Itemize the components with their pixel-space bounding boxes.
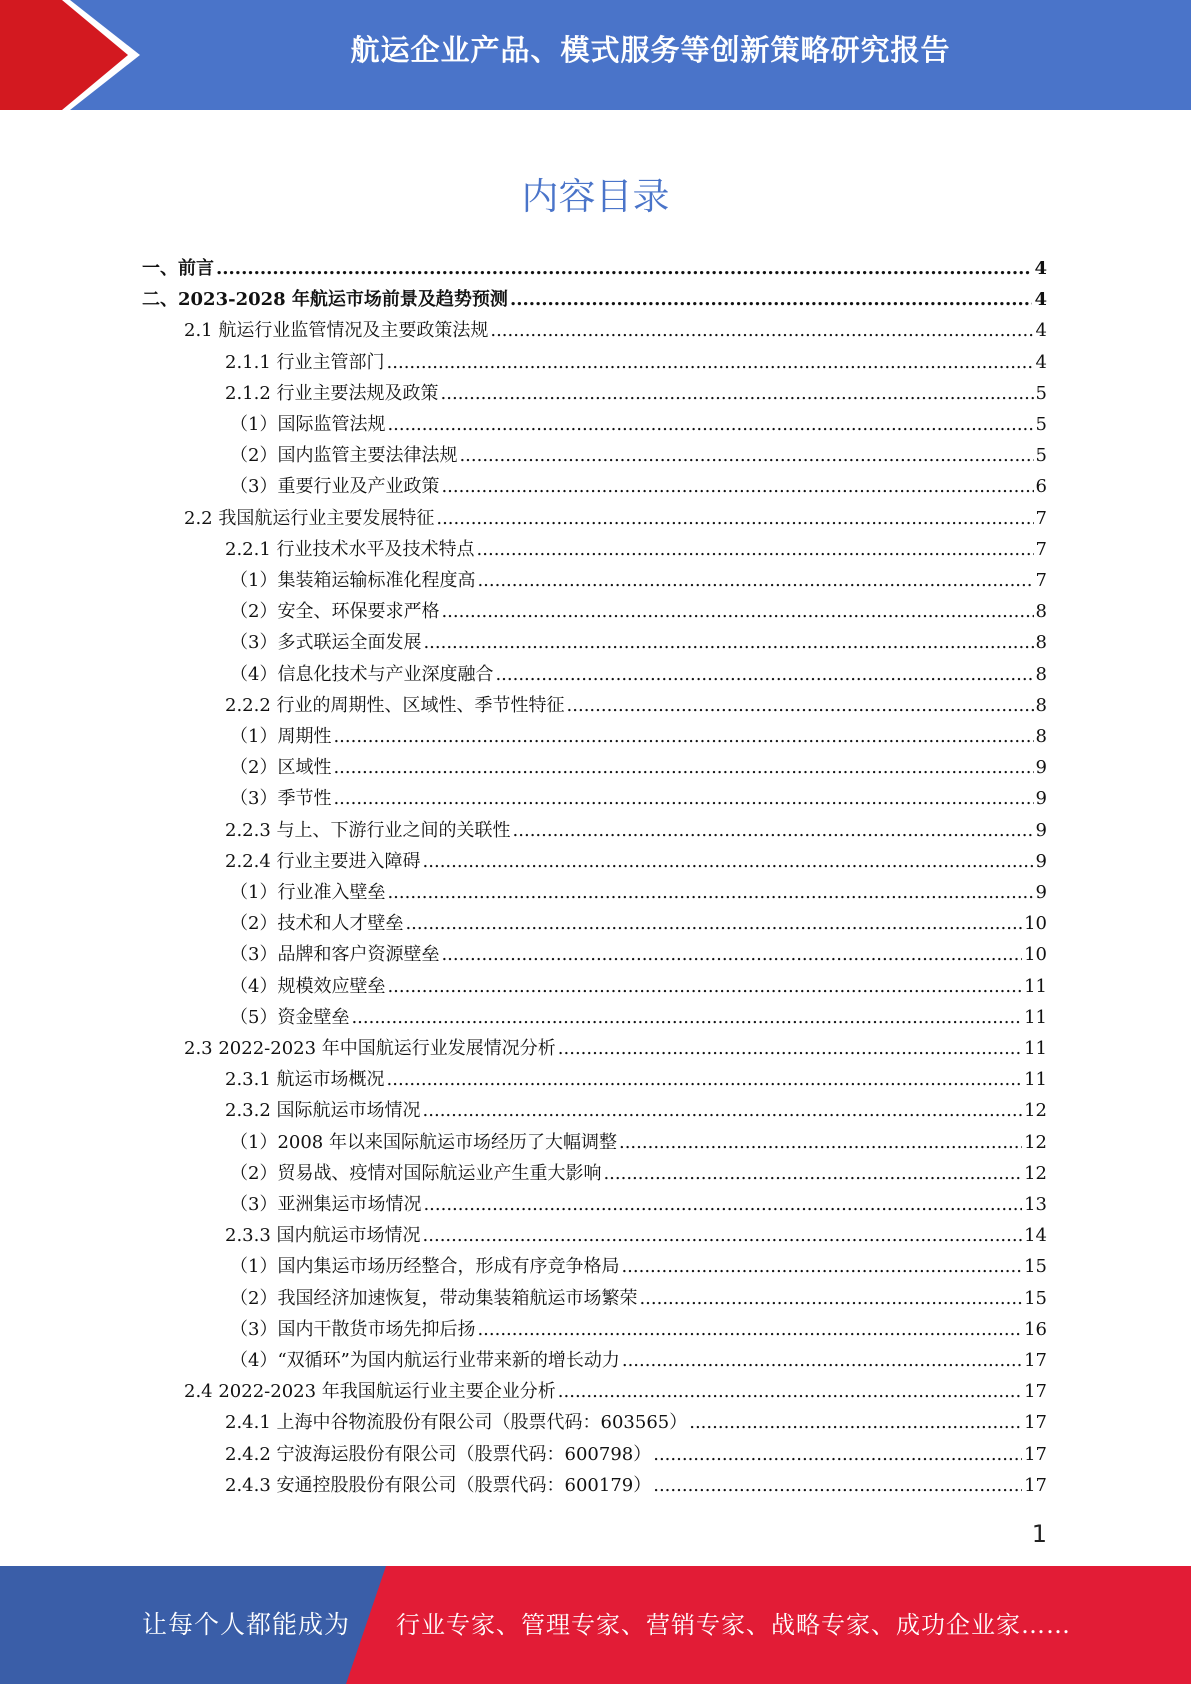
toc-entry-label: 2.2.1 行业技术水平及技术特点 bbox=[225, 538, 475, 560]
toc-entry[interactable] bbox=[230, 909, 1047, 940]
toc-leader-dots bbox=[603, 1163, 1022, 1184]
toc-entry-page: 7 bbox=[1035, 538, 1047, 560]
toc-entry-label: （1）行业准入壁垒 bbox=[230, 882, 386, 903]
toc-entry-label: （1）周期性 bbox=[230, 726, 332, 747]
toc-leader-dots bbox=[495, 664, 1033, 685]
toc-entry[interactable] bbox=[230, 1346, 1047, 1377]
toc-entry[interactable] bbox=[230, 628, 1047, 659]
toc-entry[interactable] bbox=[225, 348, 1047, 379]
toc-entry[interactable] bbox=[230, 878, 1047, 909]
toc-leader-dots bbox=[477, 570, 1033, 591]
toc-entry-page: 17 bbox=[1024, 1474, 1047, 1496]
toc-entry[interactable] bbox=[225, 1221, 1047, 1252]
toc-entry-page: 12 bbox=[1024, 1162, 1047, 1184]
toc-entry[interactable] bbox=[230, 1284, 1047, 1315]
footer-tagline: 行业专家、管理专家、营销专家、战略专家、成功企业家…… bbox=[396, 1611, 1071, 1639]
toc-entry-label: （4）规模效应壁垒 bbox=[230, 975, 386, 997]
toc-entry-page: 9 bbox=[1035, 819, 1047, 841]
toc-entry-page: 11 bbox=[1024, 1006, 1047, 1028]
toc-entry-page: 12 bbox=[1024, 1100, 1047, 1122]
toc-leader-dots bbox=[216, 258, 1032, 279]
toc-entry-label: （1）国内集运市场历经整合，形成有序竞争格局 bbox=[230, 1256, 620, 1278]
toc-leader-dots bbox=[477, 539, 1034, 560]
toc-entry[interactable] bbox=[142, 254, 1047, 285]
toc-entry[interactable] bbox=[225, 691, 1047, 722]
toc-leader-dots bbox=[405, 913, 1022, 934]
toc-entry-page: 13 bbox=[1024, 1194, 1047, 1215]
toc-entry[interactable] bbox=[225, 816, 1047, 847]
toc-leader-dots bbox=[490, 320, 1033, 341]
toc-entry[interactable] bbox=[142, 285, 1047, 316]
toc-entry-label: 2.2.2 行业的周期性、区域性、季节性特征 bbox=[225, 694, 565, 716]
toc-leader-dots bbox=[423, 632, 1033, 653]
toc-leader-dots bbox=[423, 851, 1034, 872]
toc-entry[interactable] bbox=[225, 1408, 1047, 1439]
toc-leader-dots bbox=[477, 1319, 1022, 1340]
toc-entry[interactable] bbox=[184, 1377, 1047, 1408]
toc-leader-dots bbox=[333, 788, 1033, 809]
toc-entry-label: 2.4 2022-2023 年我国航运行业主要企业分析 bbox=[184, 1381, 556, 1403]
toc-entry-page: 8 bbox=[1035, 663, 1047, 685]
toc-entry-label: （2）技术和人才壁垒 bbox=[230, 913, 404, 935]
toc-entry[interactable] bbox=[230, 1128, 1047, 1159]
toc-entry[interactable] bbox=[225, 1096, 1047, 1127]
toc-entry[interactable] bbox=[230, 1159, 1047, 1190]
toc-entry-label: 2.4.2 宁波海运股份有限公司（股票代码：600798） bbox=[225, 1443, 652, 1465]
toc-leader-dots bbox=[423, 1194, 1022, 1215]
toc-entry[interactable] bbox=[230, 1252, 1047, 1283]
toc-entry-label: （3）重要行业及产业政策 bbox=[230, 476, 440, 498]
toc-entry[interactable] bbox=[230, 441, 1047, 472]
toc-entry-page: 14 bbox=[1024, 1225, 1047, 1247]
toc-entry-page: 6 bbox=[1035, 476, 1047, 498]
header-banner bbox=[0, 0, 1191, 110]
toc-leader-dots bbox=[567, 695, 1034, 716]
toc-leader-dots bbox=[653, 1444, 1022, 1465]
toc-entry-label: 2.3.1 航运市场概况 bbox=[225, 1069, 385, 1091]
toc-leader-dots bbox=[558, 1038, 1022, 1059]
toc-entry[interactable] bbox=[225, 847, 1047, 878]
toc-leader-dots bbox=[558, 1381, 1022, 1402]
toc-entry-page: 16 bbox=[1024, 1318, 1047, 1340]
toc-entry[interactable] bbox=[225, 1440, 1047, 1471]
toc-entry-page: 12 bbox=[1024, 1131, 1047, 1153]
toc-leader-dots bbox=[689, 1412, 1022, 1433]
report-title: 航运企业产品、模式服务等创新策略研究报告 bbox=[350, 33, 951, 67]
toc-entry-label: 2.2 我国航运行业主要发展特征 bbox=[184, 507, 435, 529]
toc-entry[interactable] bbox=[225, 535, 1047, 566]
toc-entry-label: （3）季节性 bbox=[230, 788, 332, 810]
toc-entry-page: 11 bbox=[1024, 1038, 1047, 1059]
toc-entry-page: 9 bbox=[1035, 757, 1047, 779]
toc-leader-dots bbox=[436, 508, 1033, 529]
toc-entry-label: （2）国内监管主要法律法规 bbox=[230, 445, 458, 467]
toc-leader-dots bbox=[441, 601, 1033, 622]
toc-leader-dots bbox=[387, 882, 1033, 903]
toc-leader-dots bbox=[653, 1475, 1022, 1496]
toc-entry-label: （2）区域性 bbox=[230, 757, 332, 779]
toc-leader-dots bbox=[423, 1100, 1023, 1121]
toc-entry-label: 2.4.3 安通控股股份有限公司（股票代码：600179） bbox=[225, 1474, 652, 1496]
toc-entry[interactable] bbox=[230, 660, 1047, 691]
toc-entry-label: （2）我国经济加速恢复，带动集装箱航运市场繁荣 bbox=[230, 1287, 638, 1309]
toc-entry-page: 7 bbox=[1035, 507, 1047, 529]
toc-entry-page: 5 bbox=[1035, 382, 1047, 404]
toc-entry[interactable] bbox=[230, 722, 1047, 753]
toc-leader-dots bbox=[639, 1288, 1022, 1309]
toc-leader-dots bbox=[387, 414, 1033, 435]
toc-entry[interactable] bbox=[225, 1065, 1047, 1096]
toc-leader-dots bbox=[423, 1225, 1023, 1246]
toc-entry[interactable] bbox=[230, 472, 1047, 503]
toc-entry-page: 7 bbox=[1035, 570, 1047, 591]
page-number: 1 bbox=[1031, 1520, 1047, 1548]
toc-entry-label: （3）国内干散货市场先抑后扬 bbox=[230, 1318, 476, 1340]
toc-entry-label: （3）亚洲集运市场情况 bbox=[230, 1194, 422, 1215]
toc-entry[interactable] bbox=[184, 316, 1047, 347]
toc-entry-page: 4 bbox=[1035, 320, 1047, 342]
toc-entry-page: 17 bbox=[1024, 1350, 1047, 1371]
toc-entry-label: （1）集装箱运输标准化程度高 bbox=[230, 570, 476, 591]
toc-entry[interactable] bbox=[230, 753, 1047, 784]
toc-entry-page: 9 bbox=[1035, 882, 1047, 903]
toc-leader-dots bbox=[333, 726, 1033, 747]
toc-entry-page: 9 bbox=[1035, 788, 1047, 810]
toc-leader-dots bbox=[441, 476, 1033, 497]
toc-entry-label: 2.3.3 国内航运市场情况 bbox=[225, 1225, 421, 1247]
toc-entry-page: 15 bbox=[1024, 1287, 1047, 1309]
toc-entry-page: 8 bbox=[1035, 632, 1047, 654]
toc-entry[interactable] bbox=[225, 379, 1047, 410]
toc-entry-page: 17 bbox=[1024, 1381, 1047, 1403]
toc-leader-dots bbox=[622, 1350, 1022, 1371]
toc-entry-page: 5 bbox=[1035, 414, 1047, 435]
toc-entry-page: 4 bbox=[1035, 351, 1047, 373]
footer-slogan: 让每个人都能成为 bbox=[142, 1610, 351, 1639]
toc-entry-page: 17 bbox=[1024, 1443, 1047, 1465]
toc-entry-label: （3）品牌和客户资源壁垒 bbox=[230, 944, 440, 966]
toc-entry-page: 17 bbox=[1024, 1412, 1047, 1434]
toc-entry[interactable] bbox=[230, 410, 1047, 441]
toc-leader-dots bbox=[387, 352, 1034, 373]
toc-leader-dots bbox=[351, 1007, 1022, 1028]
toc-entry-page: 10 bbox=[1024, 913, 1047, 935]
toc-entry[interactable] bbox=[230, 972, 1047, 1003]
toc-entry-page: 11 bbox=[1024, 1069, 1047, 1091]
toc-leader-dots bbox=[441, 383, 1034, 404]
toc-leader-dots bbox=[387, 1069, 1023, 1090]
toc-entry[interactable] bbox=[230, 784, 1047, 815]
toc-entry-label: （4）信息化技术与产业深度融合 bbox=[230, 663, 494, 685]
toc-entry-label: 2.2.3 与上、下游行业之间的关联性 bbox=[225, 819, 511, 841]
toc-leader-dots bbox=[621, 1256, 1022, 1277]
toc-entry-page: 8 bbox=[1035, 601, 1047, 623]
toc-entry-label: 2.1 航运行业监管情况及主要政策法规 bbox=[184, 320, 489, 342]
footer-banner bbox=[0, 1566, 1191, 1684]
toc-leader-dots bbox=[459, 445, 1033, 466]
toc-leader-dots bbox=[387, 976, 1022, 997]
toc-entry-page: 9 bbox=[1035, 850, 1047, 872]
toc-entry-page: 5 bbox=[1035, 445, 1047, 467]
toc-entry-label: 2.4.1 上海中谷物流股份有限公司（股票代码：603565） bbox=[225, 1412, 688, 1434]
toc-entry-label: （3）多式联运全面发展 bbox=[230, 632, 422, 654]
toc-leader-dots bbox=[513, 820, 1034, 841]
toc-entry[interactable] bbox=[184, 504, 1047, 535]
toc-entry-page: 10 bbox=[1024, 944, 1047, 966]
toc-entry[interactable] bbox=[225, 1471, 1047, 1502]
toc-entry-label: （4）“双循环”为国内航运行业带来新的增长动力 bbox=[230, 1350, 620, 1371]
toc-entry-label: 二、2023-2028 年航运市场前景及趋势预测 bbox=[142, 289, 508, 311]
toc-entry-label: 2.2.4 行业主要进入障碍 bbox=[225, 850, 421, 872]
toc-entry[interactable] bbox=[184, 1034, 1047, 1065]
toc-leader-dots bbox=[333, 757, 1033, 778]
toc-entry-page: 4 bbox=[1034, 289, 1047, 311]
toc-entry-page: 15 bbox=[1024, 1256, 1047, 1278]
toc-entry-label: （2）贸易战、疫情对国际航运业产生重大影响 bbox=[230, 1162, 602, 1184]
toc-entry[interactable] bbox=[230, 1190, 1047, 1221]
toc-entry-label: 2.3.2 国际航运市场情况 bbox=[225, 1100, 421, 1122]
toc-entry-label: （1）2008 年以来国际航运市场经历了大幅调整 bbox=[230, 1131, 617, 1153]
toc-entry-label: 一、前言 bbox=[142, 258, 214, 279]
toc-leader-dots bbox=[441, 944, 1022, 965]
toc-entry-page: 8 bbox=[1035, 726, 1047, 747]
toc-entry-page: 4 bbox=[1034, 258, 1047, 279]
toc-entry-page: 8 bbox=[1035, 694, 1047, 716]
toc-entry-label: （5）资金壁垒 bbox=[230, 1006, 350, 1028]
toc-entry[interactable] bbox=[230, 940, 1047, 971]
toc-entry[interactable] bbox=[230, 1315, 1047, 1346]
toc-entry-label: 2.1.1 行业主管部门 bbox=[225, 351, 385, 373]
toc-entry-label: 2.3 2022-2023 年中国航运行业发展情况分析 bbox=[184, 1038, 556, 1059]
toc-entry-label: 2.1.2 行业主要法规及政策 bbox=[225, 382, 439, 404]
toc-entry[interactable] bbox=[230, 597, 1047, 628]
toc-entry-label: （1）国际监管法规 bbox=[230, 414, 386, 435]
toc-leader-dots bbox=[510, 289, 1033, 310]
toc-heading: 内容目录 bbox=[521, 175, 670, 218]
toc-entry[interactable] bbox=[230, 1003, 1047, 1034]
toc-entry[interactable] bbox=[230, 566, 1047, 597]
toc-leader-dots bbox=[619, 1132, 1022, 1153]
toc-entry-label: （2）安全、环保要求严格 bbox=[230, 601, 440, 623]
toc-entry-page: 11 bbox=[1024, 975, 1047, 997]
